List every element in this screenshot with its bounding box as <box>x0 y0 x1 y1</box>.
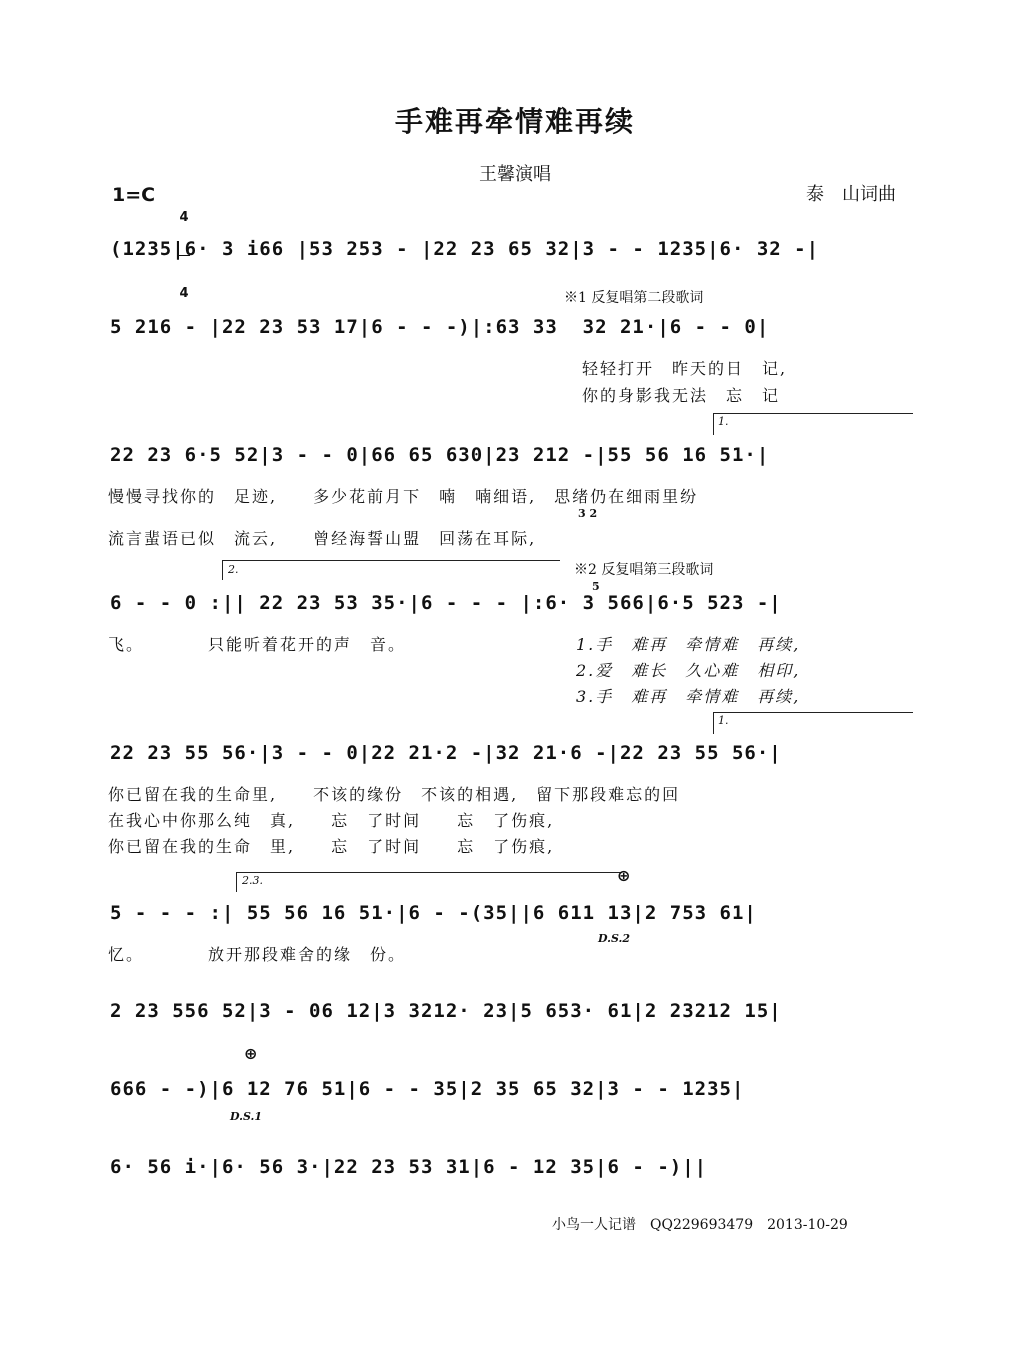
volta-label: 1. <box>718 714 729 727</box>
time-signature-top: 4 <box>179 210 189 225</box>
lyric-line: 3.手 难再 牵情难 再续, <box>576 687 801 706</box>
volta-bracket-edge <box>236 872 237 892</box>
composer-credit: 泰 山词曲 <box>806 184 896 205</box>
coda-sign: ⊕ <box>244 1044 258 1063</box>
lyric-line: 流言蜚语已似 流云, 曾经海誓山盟 回荡在耳际, <box>108 529 537 548</box>
page-title: 手难再牵情难再续 <box>394 105 635 138</box>
small-notes: 3 2 <box>578 507 598 520</box>
volta-bracket-edge <box>713 413 714 435</box>
lyric-line: 在我心中你那么纯 真, 忘 了时间 忘 了伤痕, <box>108 811 555 830</box>
notation-row: 6· 56 i·|6· 56 3·|22 23 53 31|6 - 12 35|6 - -)|| <box>110 1156 708 1178</box>
notation-row: 666 - -)|6 12 76 51|6 - - 35|2 35 65 32|3 - - 1235| <box>110 1078 745 1100</box>
repeat-note-1: ※1 反复唱第二段歌词 <box>564 290 704 306</box>
volta-bracket-edge <box>713 712 714 734</box>
volta-bracket-edge <box>222 560 223 580</box>
notation-row: (1235|6· 3 i66 |53 253 - |22 23 65 32|3 - - 1235|6· 32 -| <box>110 238 820 260</box>
coda-sign: ⊕ <box>617 866 631 885</box>
lyric-line: 你已留在我的生命 里, 忘 了时间 忘 了伤痕, <box>108 837 555 856</box>
lyric-line: 轻轻打开 昨天的日 记, <box>582 359 788 378</box>
lyric-line: 慢慢寻找你的 足迹, 多少花前月下 喃 喃细语, 思绪仍在细雨里纷 <box>108 487 699 506</box>
lyric-line: 2.爱 难长 久心难 相印, <box>576 661 801 680</box>
notation-row: 6 - - 0 :|| 22 23 53 35·|6 - - - |:6· 3 566|6·5 523 -| <box>110 592 782 614</box>
lyric-line: 你的身影我无法 忘 记 <box>582 386 781 405</box>
volta-label: 1. <box>718 415 729 428</box>
volta-bracket <box>713 413 913 414</box>
ds2-mark: D.S.2 <box>598 932 631 945</box>
volta-bracket <box>713 712 913 713</box>
volta-label: 2.3. <box>242 874 263 887</box>
lyric-line: 飞。 只能听着花开的声 音。 <box>108 635 407 654</box>
notation-row: 5 - - - :| 55 56 16 51·|6 - -(35||6 611 13|2 753 61| <box>110 902 757 924</box>
footer-credit: 小鸟一人记谱 QQ229693479 2013-10-29 <box>552 1217 848 1233</box>
lyric-line: 1.手 难再 牵情难 再续, <box>576 635 801 654</box>
volta-label: 2. <box>228 563 239 576</box>
time-signature-bottom: 4 <box>179 286 189 301</box>
lyric-line: 你已留在我的生命里, 不该的缘份 不该的相遇, 留下那段难忘的回 <box>108 785 681 804</box>
volta-bracket <box>222 560 560 561</box>
small-notes: 5 <box>592 580 600 593</box>
notation-row: 2 23 556 52|3 - 06 12|3 3212· 23|5 653· 61|2 23212 15| <box>110 1000 782 1022</box>
volta-bracket <box>236 872 622 873</box>
notation-row: 5 216 - |22 23 53 17|6 - - -)|:63 33 32 21·|6 - - 0| <box>110 316 770 338</box>
notation-row: 22 23 55 56·|3 - - 0|22 21·2 -|32 21·6 -|22 23 55 56·| <box>110 742 782 764</box>
singer-credit: 王馨演唱 <box>479 164 551 185</box>
ds1-mark: D.S.1 <box>230 1110 263 1123</box>
repeat-note-2: ※2 反复唱第三段歌词 <box>574 562 714 578</box>
key-signature: 1=C <box>112 184 156 206</box>
lyric-line: 忆。 放开那段难舍的缘 份。 <box>108 945 407 964</box>
notation-row: 22 23 6·5 52|3 - - 0|66 65 630|23 212 -|55 56 16 51·| <box>110 444 770 466</box>
